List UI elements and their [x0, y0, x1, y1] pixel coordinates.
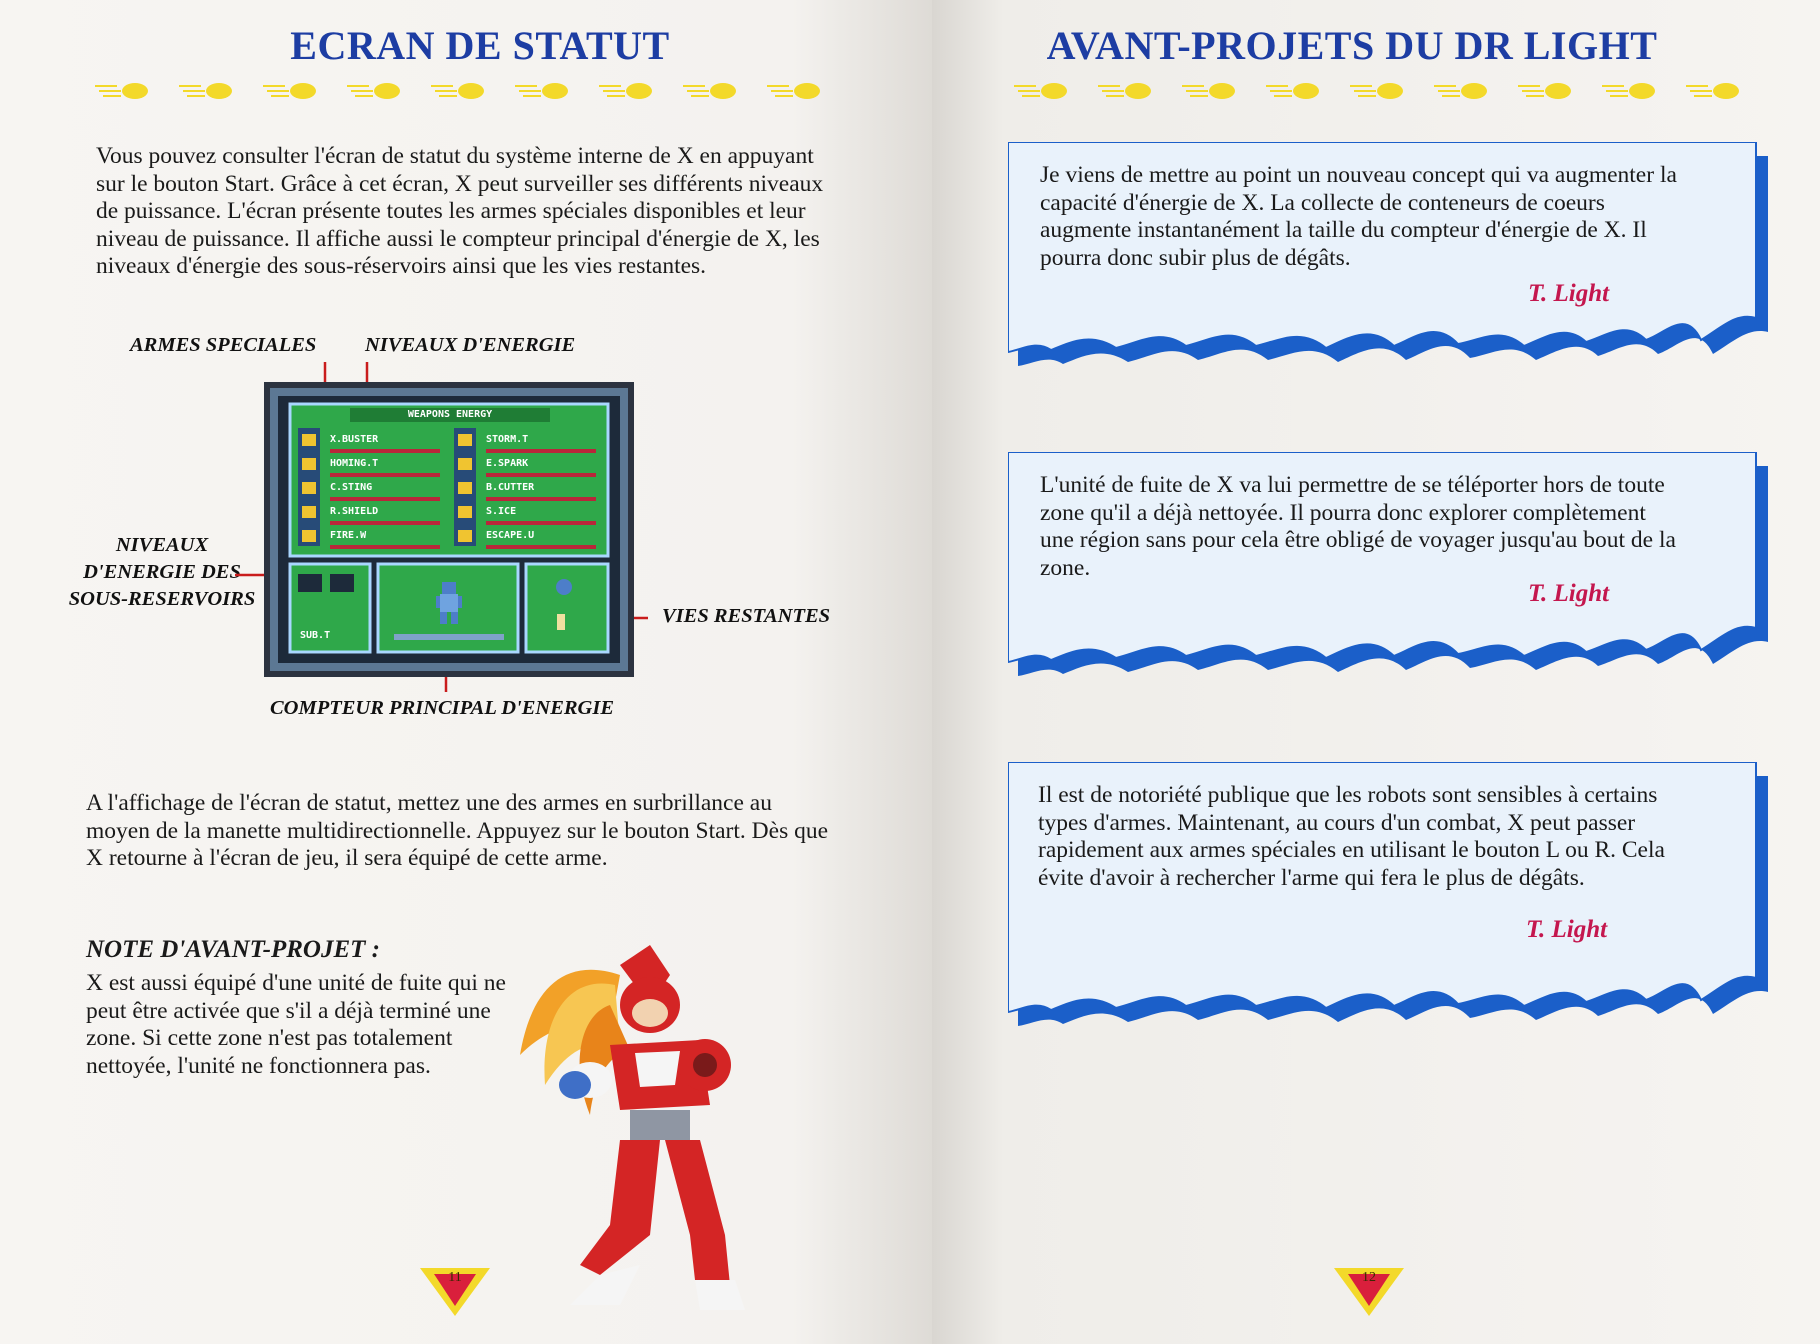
screen-sub-label: SUB.T — [300, 630, 331, 641]
callout-niveaux-energie: NIVEAUX D'ENERGIE — [365, 334, 576, 356]
box-2-signature: T. Light — [1528, 580, 1610, 607]
screen-weapon-left-5: FIRE.W — [330, 530, 367, 541]
dr-light-note-box-2 — [1008, 452, 1778, 682]
screen-weapon-left-3: C.STING — [330, 482, 373, 493]
right-page — [932, 0, 1820, 1344]
page-number-right: 12 — [1362, 1270, 1376, 1285]
intro-paragraph: Vous pouvez consulter l'écran de statut du système interne de X en appuyant sur le bouton Start. Grâce à cet écran, X peut surveiller ses différents niveaux de puissance. L'écran présente toutes les armes spéciales disponibles et leur niveau de puissance. Il affiche aussi le compteur principal d'énergie de X, les niveaux d'énergie des sous-réservoirs ainsi que les vies restantes. — [96, 143, 824, 279]
page-number-badge-right — [1334, 1262, 1404, 1318]
callout-sous-reservoirs: NIVEAUX D'ENERGIE DES SOUS-RESERVOIRS — [68, 534, 256, 610]
page-number-left: 11 — [448, 1270, 462, 1285]
note-paragraph: X est aussi équipé d'une unité de fuite qui ne peut être activée que s'il a déjà terminé une zone. Si cette zone n'est pas totalement nettoyée, l'unité ne fonctionnera pas. — [86, 970, 506, 1079]
robot-mascot-illustration-icon — [500, 935, 790, 1315]
box-3-text: Il est de notoriété publique que les robots sont sensibles à certains types d'armes. Maintenant, au cours d'un combat, X peut passer rapidement aux armes spéciales en utilisant le bouton L ou R. Cela évite d'avoir à rechercher l'arme qui fera le plus de dégâts. — [1038, 782, 1665, 891]
box-1-signature: T. Light — [1528, 280, 1610, 307]
dr-light-note-box-3 — [1008, 762, 1778, 1032]
screen-weapon-right-3: B.CUTTER — [486, 482, 535, 493]
screen-weapon-right-1: STORM.T — [486, 434, 529, 445]
callout-armes-speciales: ARMES SPECIALES — [130, 334, 317, 356]
dr-light-note-box-1 — [1008, 142, 1778, 372]
screen-weapon-left-1: X.BUSTER — [330, 434, 379, 445]
screen-weapon-left-4: R.SHIELD — [330, 506, 379, 517]
screen-header: WEAPONS ENERGY — [407, 409, 493, 420]
page-number-badge-left — [420, 1262, 490, 1318]
callout-vies-restantes: VIES RESTANTES — [662, 605, 831, 627]
callout-compteur-principal: COMPTEUR PRINCIPAL D'ENERGIE — [270, 697, 614, 719]
screen-weapon-right-2: E.SPARK — [486, 458, 529, 469]
box-3-signature: T. Light — [1526, 916, 1608, 943]
note-title: NOTE D'AVANT-PROJET : — [86, 936, 380, 963]
yellow-dash-dot-ornament-icon — [1014, 78, 1774, 104]
body-paragraph: A l'affichage de l'écran de statut, mettez une des armes en surbrillance au moyen de la manette multidirectionnelle. Appuyez sur le bouton Start. Dès que X retourne à l'écran de jeu, il sera équipé de cette arme. — [86, 790, 829, 871]
status-screen — [264, 382, 634, 677]
left-page-heading: ECRAN DE STATUT — [290, 23, 670, 68]
box-2-text: L'unité de fuite de X va lui permettre de se téléporter hors de toute zone qu'il a déjà nettoyée. Il pourra donc explorer complètement une région sans pour cela être obligé de voyager jusqu'au bout de la zone. — [1040, 472, 1676, 581]
screen-weapon-right-4: S.ICE — [486, 506, 517, 517]
screen-weapon-left-2: HOMING.T — [330, 458, 379, 469]
right-page-heading: AVANT-PROJETS DU DR LIGHT — [1046, 23, 1658, 68]
screen-weapon-right-5: ESCAPE.U — [486, 530, 535, 541]
box-1-text: Je viens de mettre au point un nouveau concept qui va augmenter la capacité d'énergie de X. La collecte de conteneurs de coeurs augmente instantanément la taille du compteur d'énergie de X. Il pourra donc subir plus de dégâts. — [1040, 162, 1677, 271]
